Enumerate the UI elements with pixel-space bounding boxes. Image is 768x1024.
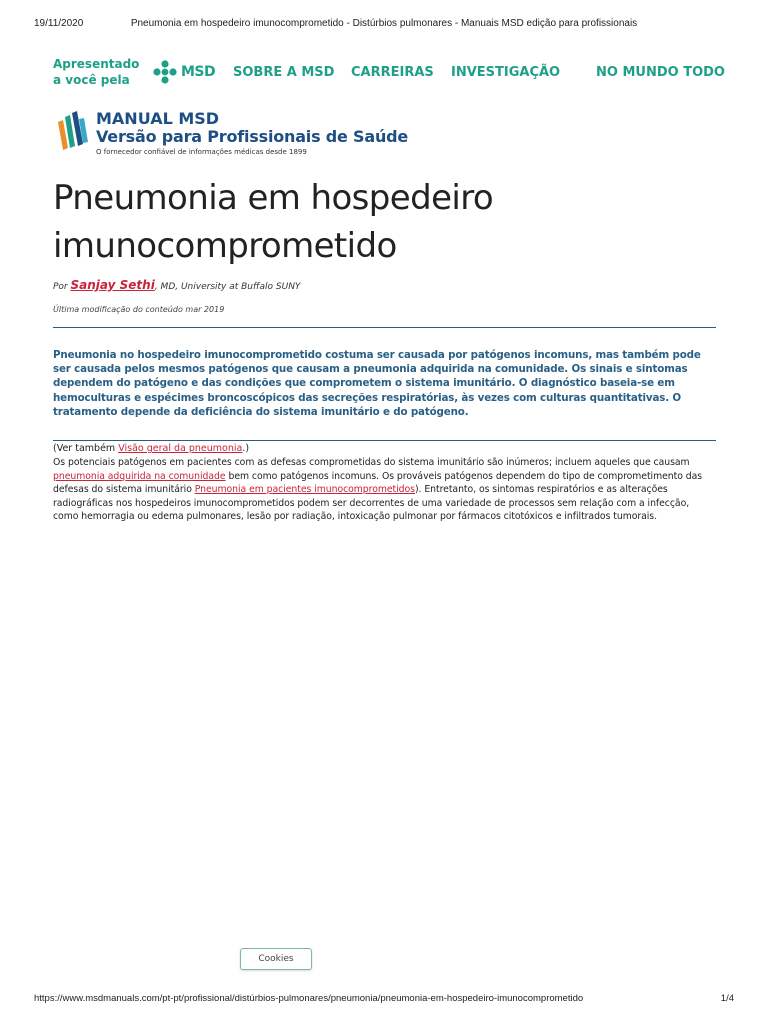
print-date: 19/11/2020 (34, 18, 84, 29)
msd-logo-text: MSD (181, 64, 216, 80)
last-modified: Última modificação do conteúdo mar 2019 (53, 305, 225, 314)
divider (53, 327, 716, 328)
msd-logo-icon (153, 60, 177, 84)
body-text-part2: bem como patógenos incomuns. Os prováveis patógenos dependem do tipo de comprometimento das defesas do sistema imunitário (53, 470, 703, 496)
body-text-part1: Os potenciais patógenos em pacientes com as defesas comprometidas do sistema imunitário são inúmeros; incluem aqueles que causam (53, 457, 690, 468)
msd-logo[interactable] (153, 60, 215, 84)
article-summary: Pneumonia no hospedeiro imunocomprometido costuma ser causada por patógenos incomuns, mas também pode ser causada pelos mesmos patógenos que causam a pneumonia adquirida na comunidade. Os sinais e sintomas dependem do patógeno e das condições que comprometem o sistema imunitário. O diagnóstico baseia-se em hemoculturas e espécimes broncoscópicos das secreções respiratórias, às vezes com culturas quantitativas. O tratamento depende da deficiência do sistema imunitário e do patógeno. (53, 349, 701, 418)
print-page-title: Pneumonia em hospedeiro imunocomprometido - Distúrbios pulmonares - Manuais MSD edição para profissionais (130, 18, 638, 29)
brand-tagline: O fornecedor confiável de informações médicas desde 1899 (96, 148, 307, 156)
brand-text (96, 110, 408, 156)
print-url: https://www.msdmanuals.com/pt-pt/profissional/distúrbios-pulmonares/pneumonia/pneumonia-em-hospedeiro-imunocomprometido (34, 993, 584, 1004)
byline (53, 278, 713, 292)
see-also-prefix: (Ver também (53, 443, 119, 454)
print-footer (0, 993, 768, 1007)
nav-careers[interactable]: CARREIRAS (351, 65, 434, 80)
see-also (53, 442, 713, 455)
cookies-button[interactable]: Cookies (240, 948, 312, 970)
page-title-line2: imunocomprometido (53, 226, 397, 266)
page-title-line1: Pneumonia em hospedeiro (53, 178, 494, 218)
nav-research[interactable]: INVESTIGAÇÃO (451, 65, 561, 80)
top-nav (53, 56, 733, 96)
nav-about-msd[interactable]: SOBRE A MSD (233, 65, 335, 80)
see-also-suffix: .) (242, 443, 250, 454)
see-also-pneumonia-overview-link[interactable]: Visão geral da pneumonia (118, 443, 243, 454)
community-acquired-pneumonia-link[interactable]: pneumonia adquirida na comunidade (53, 470, 226, 482)
page-title (53, 174, 723, 270)
brand-manual-name: MANUAL MSD (96, 109, 220, 128)
print-header (0, 18, 768, 32)
author-affiliation: , MD, University at Buffalo SUNY (154, 282, 301, 292)
msd-manual-books-icon (55, 110, 89, 150)
byline-prefix: Por (53, 282, 68, 292)
print-page-number: 1/4 (720, 993, 734, 1004)
nav-worldwide[interactable]: NO MUNDO TODO (596, 65, 725, 80)
brand-version: Versão para Profissionais de Saúde (96, 127, 409, 146)
presented-by (53, 56, 153, 88)
immunocompromised-pneumonia-table-link[interactable]: Pneumonia em pacientes imunocomprometidos (194, 484, 415, 496)
divider (53, 440, 716, 441)
msd-manual-brand[interactable] (55, 110, 455, 160)
presented-by-line1: Apresentado (53, 57, 140, 71)
presented-by-line2: a você pela (53, 73, 130, 87)
body-text-part3: ). Entretanto, os sintomas respiratórios e as alterações radiográficas nos hospedeiros imunocomprometidos podem ser decorrentes de uma variedade de processos sem relação com a infecção, como hemorragia ou edema pulmonares, lesão por radiação, intoxicação pulmonar por fármacos citotóxicos e infiltrados tumorais. (53, 484, 690, 523)
author-link[interactable]: Sanjay Sethi (70, 278, 155, 292)
article-body-paragraph (53, 456, 715, 524)
